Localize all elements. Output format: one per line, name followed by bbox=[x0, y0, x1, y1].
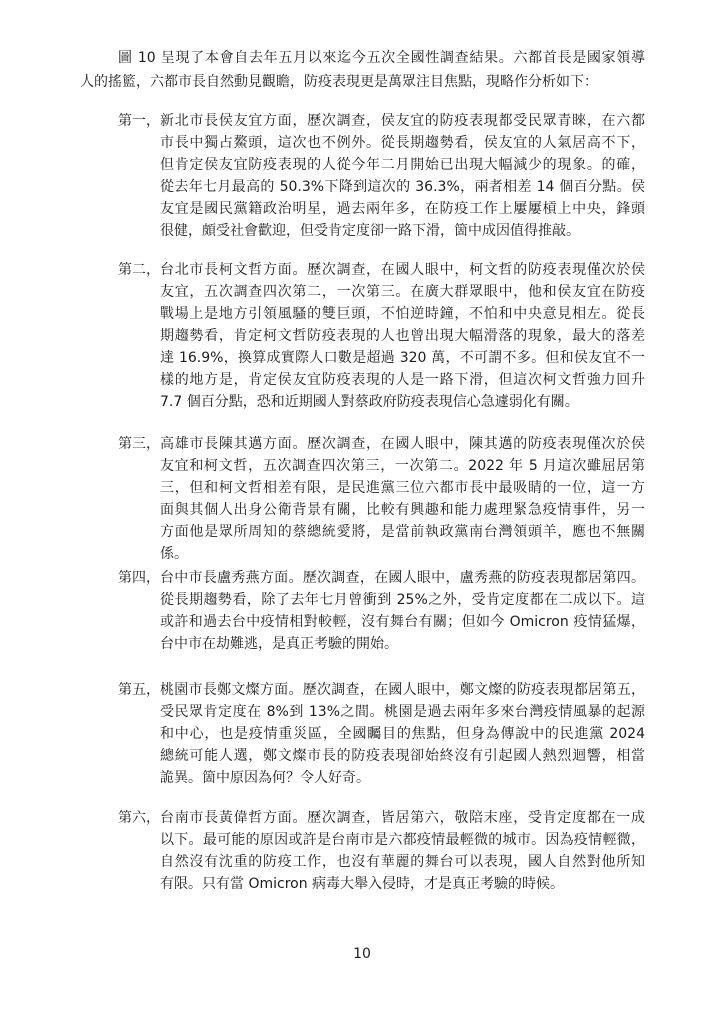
item-label: 第三， bbox=[118, 436, 160, 452]
paragraph-line: 人的搖籃，六都市長自然動見觀瞻，防疫表現更是萬眾注目焦點，現略作分析如下： bbox=[80, 74, 598, 90]
paragraph-line: 有限。只有當 Omicron 病毒大舉入侵時，才是真正考驗的時候。 bbox=[160, 876, 565, 892]
item-body bbox=[160, 433, 645, 565]
paragraph-line: 友宜和柯文哲，五次調查四次第三，一次第二。2022 年 5 月這次雖屈居第 bbox=[160, 458, 645, 474]
paragraph-line: 總統可能人選，鄭文燦市長的防疫表現卻始終沒有引起國人熱烈迴響，相當 bbox=[160, 748, 645, 764]
item-body bbox=[160, 567, 645, 655]
paragraph-line: 圖 10 呈現了本會自去年五月以來迄今五次全國性調查結果。六都首長是國家領導 bbox=[118, 50, 645, 66]
paragraph-line: 7.7 個百分點，恐和近期國人對蔡政府防疫表現信心急遽弱化有關。 bbox=[160, 394, 579, 410]
item-body bbox=[160, 259, 645, 413]
item-body bbox=[160, 807, 645, 895]
paragraph-line: 三，但和柯文哲相差有限，是民進黨三位六都市長中最吸睛的一位，這一方 bbox=[160, 480, 645, 496]
item-label: 第一， bbox=[118, 113, 160, 129]
paragraph-line: 很健，頗受社會歡迎，但受肯定度卻一路下滑，箇中成因值得推敲。 bbox=[160, 223, 580, 239]
intro-paragraph bbox=[80, 46, 645, 94]
paragraph-line: 方面他是眾所周知的蔡總統愛將，是當前執政黨南台灣領頭羊，應也不無關 bbox=[160, 524, 645, 540]
paragraph-line: 高雄市長陳其邁方面。歷次調查，在國人眼中，陳其邁的防疫表現僅次於侯 bbox=[160, 436, 645, 452]
item-body bbox=[160, 110, 645, 242]
item-label: 第二， bbox=[118, 262, 160, 278]
paragraph-line: 台中市在劫難逃，是真正考驗的開始。 bbox=[160, 636, 398, 652]
paragraph-line: 戰場上是地方引領風騷的雙巨頭，不怕逆時鐘，不怕和中央意見相左。從長 bbox=[160, 306, 645, 322]
paragraph-line: 面與其個人出身公衛背景有關，比較有興趣和能力處理緊急疫情事件，另一 bbox=[160, 502, 645, 518]
analysis-item-taichung bbox=[118, 567, 645, 655]
item-label: 第四， bbox=[118, 570, 160, 586]
paragraph-line: 市長中獨占鰲頭，這次也不例外。從長期趨勢看，侯友宜的人氣居高不下， bbox=[160, 135, 645, 151]
item-label: 第五， bbox=[118, 682, 160, 698]
page-number: 10 bbox=[353, 946, 371, 962]
paragraph-line: 受民眾肯定度在 8%到 13%之間。桃園是過去兩年多來台灣疫情風暴的起源 bbox=[160, 704, 645, 720]
analysis-item-taoyuan bbox=[118, 679, 645, 789]
paragraph-line: 從長期趨勢看，除了去年七月曾衝到 25%之外，受肯定度都在二成以下。這 bbox=[160, 592, 645, 608]
paragraph-line: 新北市長侯友宜方面，歷次調查，侯友宜的防疫表現都受民眾青睞，在六都 bbox=[160, 113, 645, 129]
paragraph-line: 桃園市長鄭文燦方面。歷次調查，在國人眼中，鄭文燦的防疫表現都居第五， bbox=[160, 682, 645, 698]
paragraph-line: 和中心，也是疫情重災區，全國矚目的焦點，但身為傳說中的民進黨 2024 bbox=[160, 726, 645, 742]
paragraph-line: 自然沒有沈重的防疫工作，也沒有華麗的舞台可以表現，國人自然對他所知 bbox=[160, 854, 645, 870]
paragraph-line: 以下。最可能的原因或許是台南市是六都疫情最輕微的城市。因為疫情輕微， bbox=[160, 832, 645, 848]
analysis-item-tainan bbox=[118, 807, 645, 895]
paragraph-line: 台南市長黃偉哲方面。歷次調查，皆居第六，敬陪末座，受肯定度都在一成 bbox=[160, 810, 645, 826]
paragraph-line: 詭異。箇中原因為何？令人好奇。 bbox=[160, 770, 370, 786]
paragraph-line: 友宜，五次調查四次第二，一次第三。在廣大群眾眼中，他和侯友宜在防疫 bbox=[160, 284, 645, 300]
paragraph-line: 台北市長柯文哲方面。歷次調查，在國人眼中，柯文哲的防疫表現僅次於侯 bbox=[160, 262, 645, 278]
paragraph-line: 友宜是國民黨籍政治明星，過去兩年多，在防疫工作上屢屢槓上中央，鋒頭 bbox=[160, 201, 645, 217]
item-body bbox=[160, 679, 645, 789]
paragraph-line: 係。 bbox=[160, 546, 188, 562]
analysis-item-kaohsiung bbox=[118, 433, 645, 565]
paragraph-line: 台中市長盧秀燕方面。歷次調查，在國人眼中，盧秀燕的防疫表現都居第四。 bbox=[160, 570, 645, 586]
paragraph-line: 但肯定侯友宜防疫表現的人從今年二月開始已出現大幅減少的現象。的確， bbox=[160, 157, 645, 173]
paragraph-line: 從去年七月最高的 50.3%下降到這次的 36.3%，兩者相差 14 個百分點。侯 bbox=[160, 179, 645, 195]
analysis-item-taipei bbox=[118, 259, 645, 413]
paragraph-line: 達 16.9%，換算成實際人口數是超過 320 萬，不可謂不多。但和侯友宜不一 bbox=[160, 350, 645, 366]
item-label: 第六， bbox=[118, 810, 160, 826]
paragraph-line: 或許和過去台中疫情相對較輕，沒有舞台有關；但如今 Omicron 疫情猛爆， bbox=[160, 614, 645, 630]
analysis-item-new-taipei bbox=[118, 110, 645, 242]
paragraph-line: 期趨勢看，肯定柯文哲防疫表現的人也曾出現大幅滑落的現象，最大的落差 bbox=[160, 328, 645, 344]
paragraph-line: 樣的地方是，肯定侯友宜防疫表現的人是一路下滑，但這次柯文哲強力回升 bbox=[160, 372, 645, 388]
